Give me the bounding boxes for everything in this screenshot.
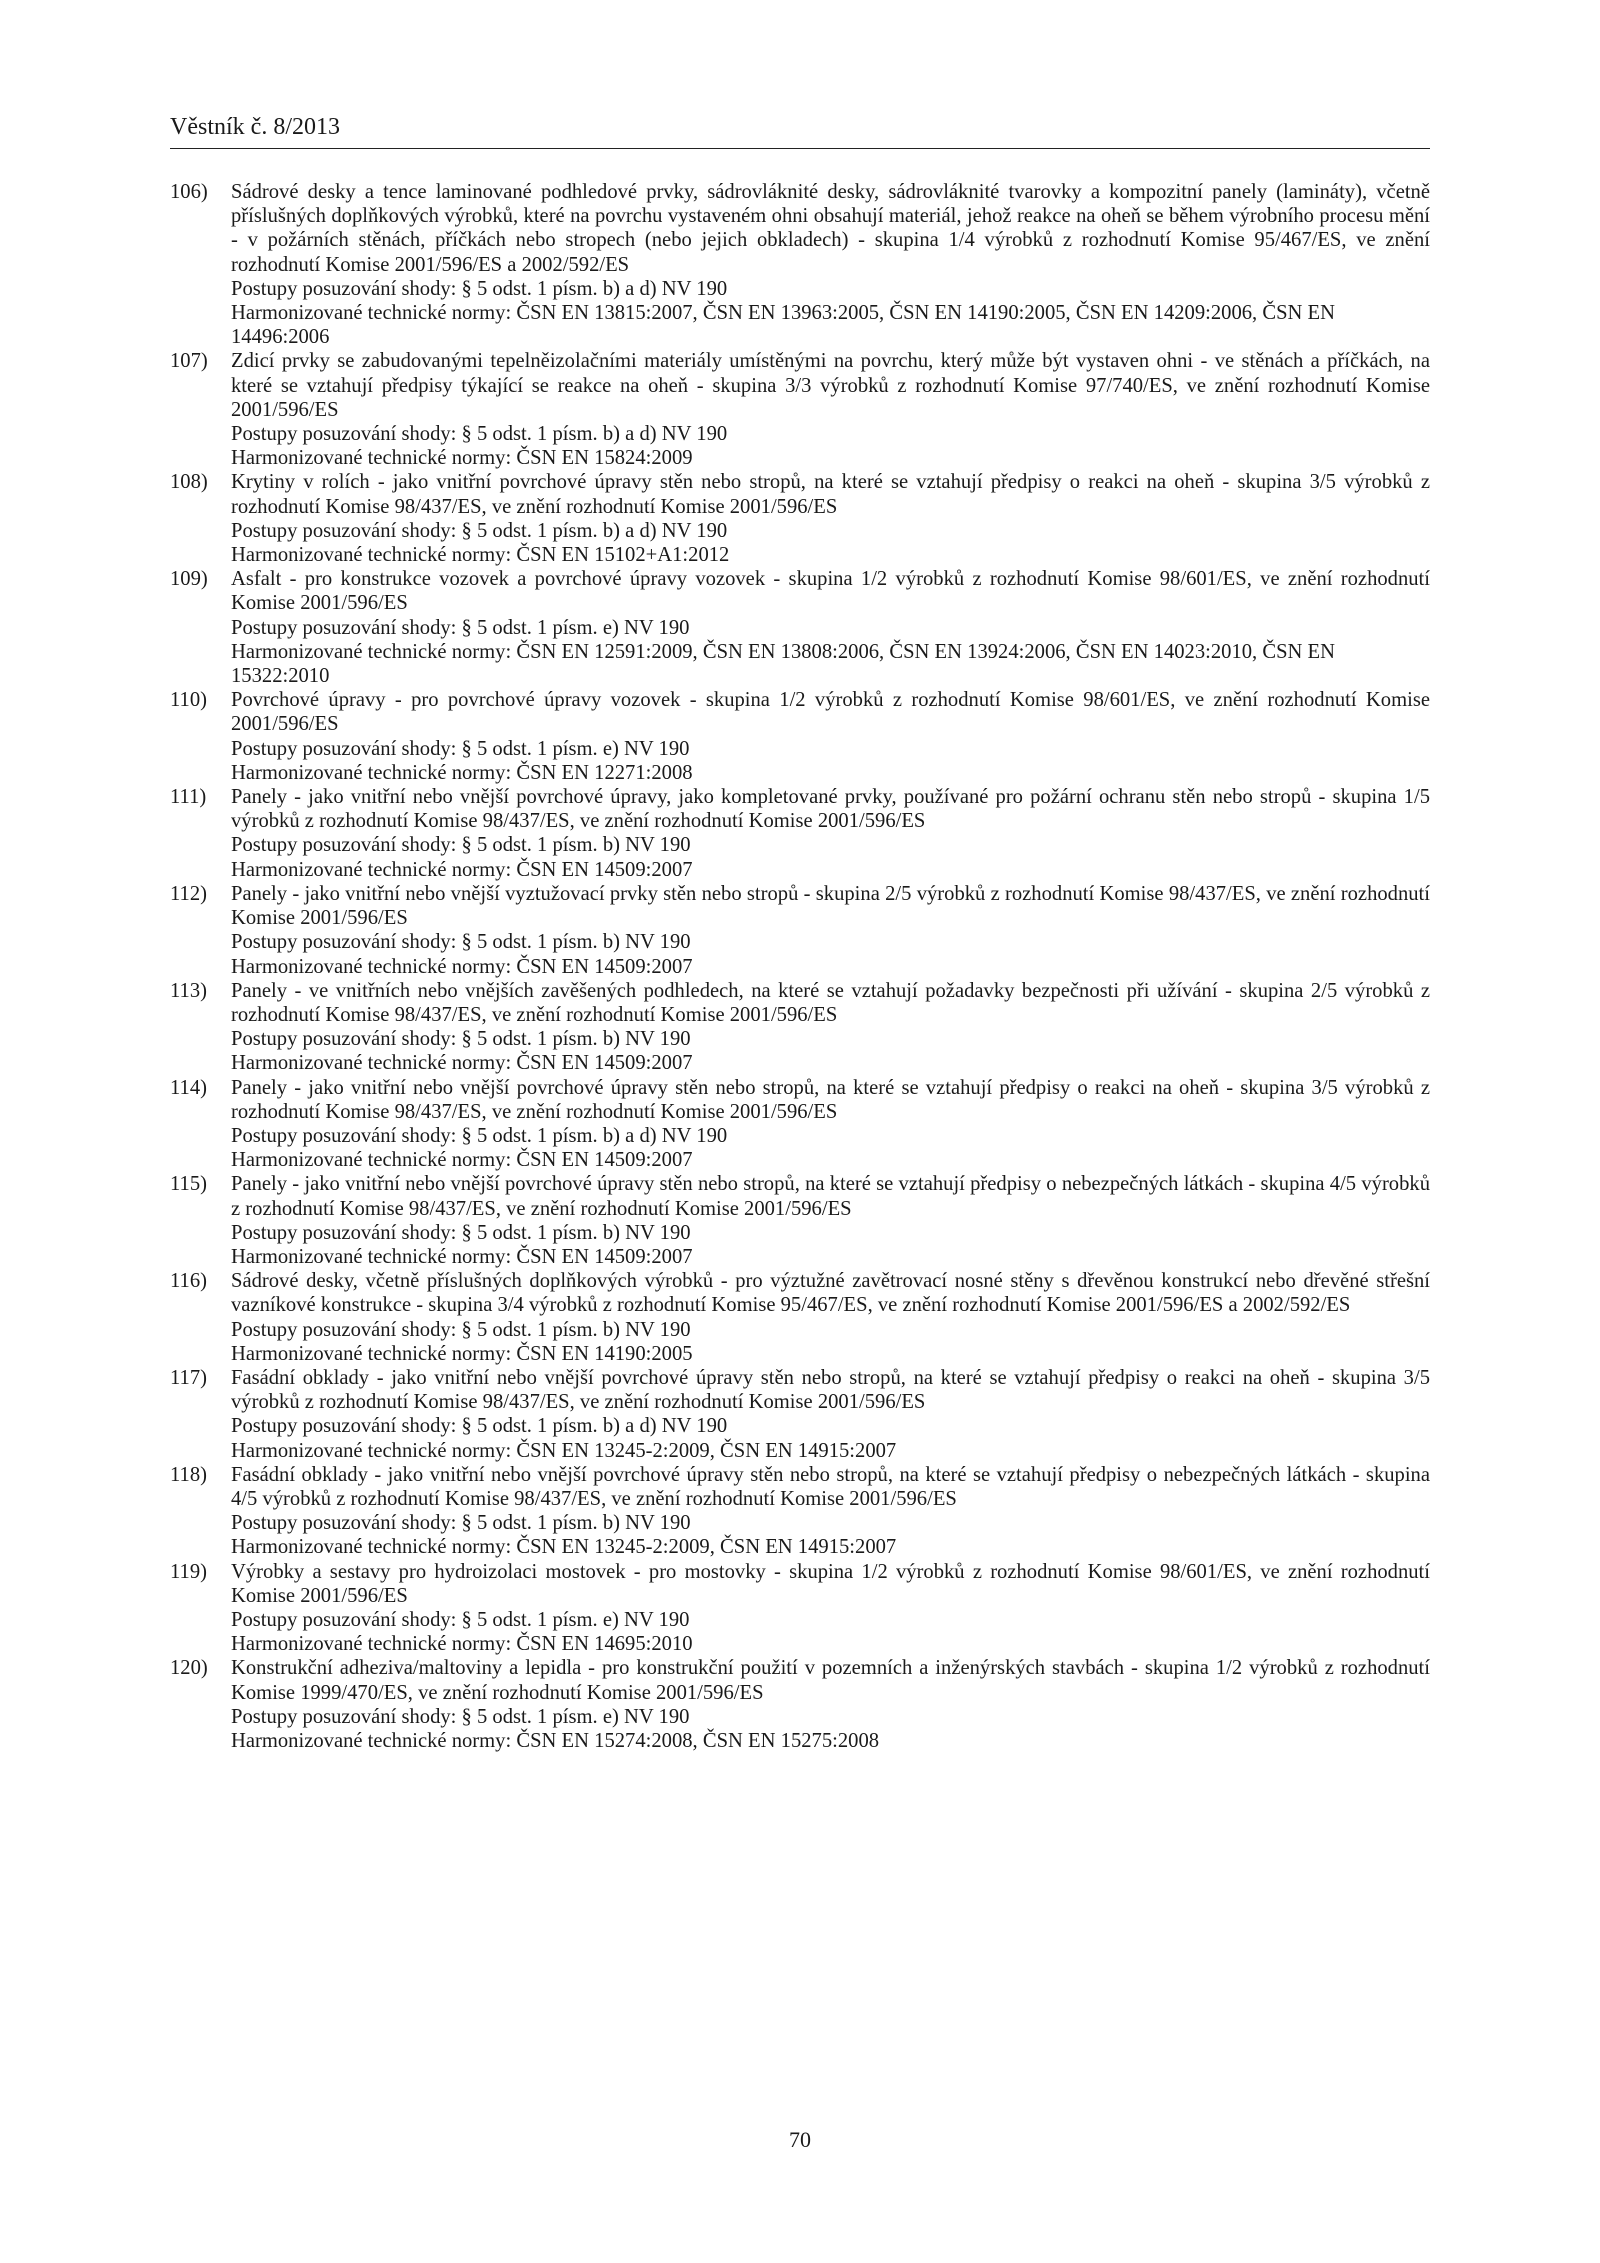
product-description: Panely - jako vnitřní nebo vnější vyztužovací prvky stěn nebo stropů - skupina 2/5 výrobků z rozhodnutí Komise 98/437/ES, ve znění rozhodnutí Komise 2001/596/ES [231, 882, 1430, 930]
item-body [231, 1463, 1430, 1560]
harmonized-standards: Harmonizované technické normy: ČSN EN 13245-2:2009, ČSN EN 14915:2007 [231, 1536, 897, 1559]
harmonized-standards: Harmonizované technické normy: ČSN EN 14509:2007 [231, 955, 693, 978]
item-number: 114) [170, 1076, 207, 1099]
item-number: 113) [170, 979, 207, 1002]
item-body [231, 567, 1430, 688]
harmonized-standards: Harmonizované technické normy: ČSN EN 14695:2010 [231, 1633, 693, 1656]
harmonized-standards: Harmonizované technické normy: ČSN EN 14509:2007 [231, 1245, 693, 1268]
item-number: 117) [170, 1366, 207, 1389]
list-item [170, 1172, 1430, 1269]
item-body [231, 1076, 1430, 1173]
list-item [170, 180, 1430, 349]
conformity-procedure: Postupy posuzování shody: § 5 odst. 1 písm. b) NV 190 [231, 1512, 691, 1535]
list-item [170, 470, 1430, 567]
item-body [231, 1560, 1430, 1657]
item-number: 112) [170, 882, 207, 905]
conformity-procedure: Postupy posuzování shody: § 5 odst. 1 písm. b) a d) NV 190 [231, 1415, 728, 1438]
journal-title: Věstník č. 8/2013 [170, 114, 340, 140]
harmonized-standards: Harmonizované technické normy: ČSN EN 15102+A1:2012 [231, 544, 730, 567]
item-body [231, 1366, 1430, 1463]
list-item [170, 785, 1430, 882]
document-body [170, 180, 1430, 1753]
harmonized-standards: Harmonizované technické normy: ČSN EN 12271:2008 [231, 761, 693, 784]
list-item [170, 688, 1430, 785]
item-body [231, 1269, 1430, 1366]
conformity-procedure: Postupy posuzování shody: § 5 odst. 1 písm. b) NV 190 [231, 1221, 691, 1244]
item-number: 119) [170, 1560, 207, 1583]
item-number: 108) [170, 471, 208, 494]
item-number: 110) [170, 689, 207, 712]
item-body [231, 882, 1430, 979]
item-number: 107) [170, 350, 208, 373]
item-number: 111) [170, 786, 207, 809]
item-body [231, 1172, 1430, 1269]
conformity-procedure: Postupy posuzování shody: § 5 odst. 1 písm. b) a d) NV 190 [231, 519, 728, 542]
product-description: Panely - jako vnitřní nebo vnější povrchové úpravy stěn nebo stropů, na které se vztahují předpisy o reakci na oheň - skupina 3/5 výrobků z rozhodnutí Komise 98/437/ES, ve znění rozhodnutí Komise 2001/596/ES [231, 1076, 1430, 1123]
harmonized-standards: Harmonizované technické normy: ČSN EN 13245-2:2009, ČSN EN 14915:2007 [231, 1439, 897, 1462]
list-item [170, 1463, 1430, 1560]
product-description: Asfalt - pro konstrukce vozovek a povrchové úpravy vozovek - skupina 1/2 výrobků z rozhodnutí Komise 98/601/ES, ve znění rozhodnutí Komise 2001/596/ES [231, 568, 1430, 615]
item-number: 118) [170, 1463, 207, 1486]
conformity-procedure: Postupy posuzování shody: § 5 odst. 1 písm. b) NV 190 [231, 834, 691, 857]
conformity-procedure: Postupy posuzování shody: § 5 odst. 1 písm. b) NV 190 [231, 1028, 691, 1051]
conformity-procedure: Postupy posuzování shody: § 5 odst. 1 písm. e) NV 190 [231, 737, 690, 760]
item-body [231, 979, 1430, 1076]
product-description: Výrobky a sestavy pro hydroizolaci mostovek - pro mostovky - skupina 1/2 výrobků z rozhodnutí Komise 98/601/ES, ve znění rozhodnutí Komise 2001/596/ES [231, 1560, 1430, 1607]
conformity-procedure: Postupy posuzování shody: § 5 odst. 1 písm. e) NV 190 [231, 1608, 690, 1631]
page-number: 70 [789, 2127, 811, 2152]
item-body [231, 470, 1430, 567]
harmonized-standards: Harmonizované technické normy: ČSN EN 15824:2009 [231, 447, 693, 470]
product-description: Panely - ve vnitřních nebo vnějších zavěšených podhledech, na které se vztahují požadavky bezpečnosti při užívání - skupina 2/5 výrobků z rozhodnutí Komise 98/437/ES, ve znění rozhodnutí Komise 2001/596/ES [231, 979, 1430, 1026]
list-item [170, 349, 1430, 470]
harmonized-standards: Harmonizované technické normy: ČSN EN 15274:2008, ČSN EN 15275:2008 [231, 1730, 880, 1752]
conformity-procedure: Postupy posuzování shody: § 5 odst. 1 písm. b) NV 190 [231, 931, 691, 954]
harmonized-standards: Harmonizované technické normy: ČSN EN 14190:2005 [231, 1342, 693, 1365]
list-item [170, 1656, 1430, 1753]
item-number: 120) [170, 1657, 208, 1680]
product-description: Povrchové úpravy - pro povrchové úpravy vozovek - skupina 1/2 výrobků z rozhodnutí Komise 98/601/ES, ve znění rozhodnutí Komise 2001/596/ES [231, 689, 1430, 736]
item-body [231, 1656, 1430, 1753]
item-number: 115) [170, 1173, 207, 1196]
item-body [231, 688, 1430, 785]
harmonized-standards: Harmonizované technické normy: ČSN EN 12591:2009, ČSN EN 13808:2006, ČSN EN 13924:2006, ČSN EN 14023:2010, ČSN EN 15322:2010 [231, 640, 1336, 688]
harmonized-standards: Harmonizované technické normy: ČSN EN 13815:2007, ČSN EN 13963:2005, ČSN EN 14190:2005, ČSN EN 14209:2006, ČSN EN 14496:2006 [231, 302, 1336, 349]
harmonized-standards: Harmonizované technické normy: ČSN EN 14509:2007 [231, 1149, 693, 1172]
list-item [170, 1269, 1430, 1366]
conformity-procedure: Postupy posuzování shody: § 5 odst. 1 písm. b) NV 190 [231, 1318, 691, 1341]
item-body [231, 349, 1430, 470]
conformity-procedure: Postupy posuzování shody: § 5 odst. 1 písm. b) a d) NV 190 [231, 277, 728, 300]
conformity-procedure: Postupy posuzování shody: § 5 odst. 1 písm. e) NV 190 [231, 616, 690, 639]
conformity-procedure: Postupy posuzování shody: § 5 odst. 1 písm. b) a d) NV 190 [231, 423, 728, 446]
product-description: Fasádní obklady - jako vnitřní nebo vnější povrchové úpravy stěn nebo stropů, na které se vztahují předpisy o nebezpečných látkách - skupina 4/5 výrobků z rozhodnutí Komise 98/437/ES, ve znění rozhodnutí Komise 2001/596/ES [231, 1463, 1430, 1510]
item-number: 109) [170, 568, 208, 591]
product-description: Panely - jako vnitřní nebo vnější povrchové úpravy stěn nebo stropů, na které se vztahují předpisy o nebezpečných látkách - skupina 4/5 výrobků z rozhodnutí Komise 98/437/ES, ve znění rozhodnutí Komise 2001/596/ES [231, 1173, 1430, 1220]
conformity-procedure: Postupy posuzování shody: § 5 odst. 1 písm. e) NV 190 [231, 1705, 690, 1728]
product-description: Krytiny v rolích - jako vnitřní povrchové úpravy stěn nebo stropů, na které se vztahují předpisy o reakci na oheň - skupina 3/5 výrobků z rozhodnutí Komise 98/437/ES, ve znění rozhodnutí Komise 2001/596/ES [231, 471, 1430, 518]
harmonized-standards: Harmonizované technické normy: ČSN EN 14509:2007 [231, 858, 693, 881]
list-item [170, 882, 1430, 979]
product-description: Zdicí prvky se zabudovanými tepelněizolačními materiály umístěnými na povrchu, který může být vystaven ohni - ve stěnách a příčkách, na které se vztahují předpisy týkající se reakce na oheň - skupina 3/3 výrobků z rozhodnutí Komise 97/740/ES, ve znění rozhodnutí Komise 2001/596/ES [231, 350, 1430, 421]
list-item [170, 1560, 1430, 1657]
product-description: Sádrové desky a tence laminované podhledové prvky, sádrovláknité desky, sádrovláknité tvarovky a kompozitní panely (lamináty), včetně příslušných doplňkových výrobků, které na povrchu vystaveném ohni obsahují materiál, jehož reakce na oheň se během výrobního procesu mění - v požárních stěnách, příčkách nebo stropech (nebo jejich obkladech) - skupina 1/4 výrobků z rozhodnutí Komise 95/467/ES, ve znění rozhodnutí Komise 2001/596/ES a 2002/592/ES [231, 181, 1430, 276]
item-number: 116) [170, 1270, 207, 1293]
product-description: Panely - jako vnitřní nebo vnější povrchové úpravy, jako kompletované prvky, používané pro požární ochranu stěn nebo stropů - skupina 1/5 výrobků z rozhodnutí Komise 98/437/ES, ve znění rozhodnutí Komise 2001/596/ES [231, 786, 1430, 833]
product-description: Sádrové desky, včetně příslušných doplňkových výrobků - pro výztužné zavětrovací nosné stěny s dřevěnou konstrukcí nebo dřevěné střešní vazníkové konstrukce - skupina 3/4 výrobků z rozhodnutí Komise 95/467/ES, ve znění rozhodnutí Komise 2001/596/ES a 2002/592/ES [231, 1270, 1430, 1317]
harmonized-standards: Harmonizované technické normy: ČSN EN 14509:2007 [231, 1052, 693, 1075]
item-body [231, 180, 1430, 349]
list-item [170, 1366, 1430, 1463]
conformity-procedure: Postupy posuzování shody: § 5 odst. 1 písm. b) a d) NV 190 [231, 1124, 728, 1147]
page-header [170, 110, 1430, 149]
product-description: Fasádní obklady - jako vnitřní nebo vnější povrchové úpravy stěn nebo stropů, na které se vztahují předpisy o reakci na oheň - skupina 3/5 výrobků z rozhodnutí Komise 98/437/ES, ve znění rozhodnutí Komise 2001/596/ES [231, 1366, 1430, 1414]
list-item [170, 567, 1430, 688]
item-body [231, 785, 1430, 882]
product-description: Konstrukční adheziva/maltoviny a lepidla - pro konstrukční použití v pozemních a inženýrských stavbách - skupina 1/2 výrobků z rozhodnutí Komise 1999/470/ES, ve znění rozhodnutí Komise 2001/596/ES [231, 1657, 1430, 1704]
item-number: 106) [170, 181, 208, 203]
list-item [170, 979, 1430, 1076]
list-item [170, 1076, 1430, 1173]
